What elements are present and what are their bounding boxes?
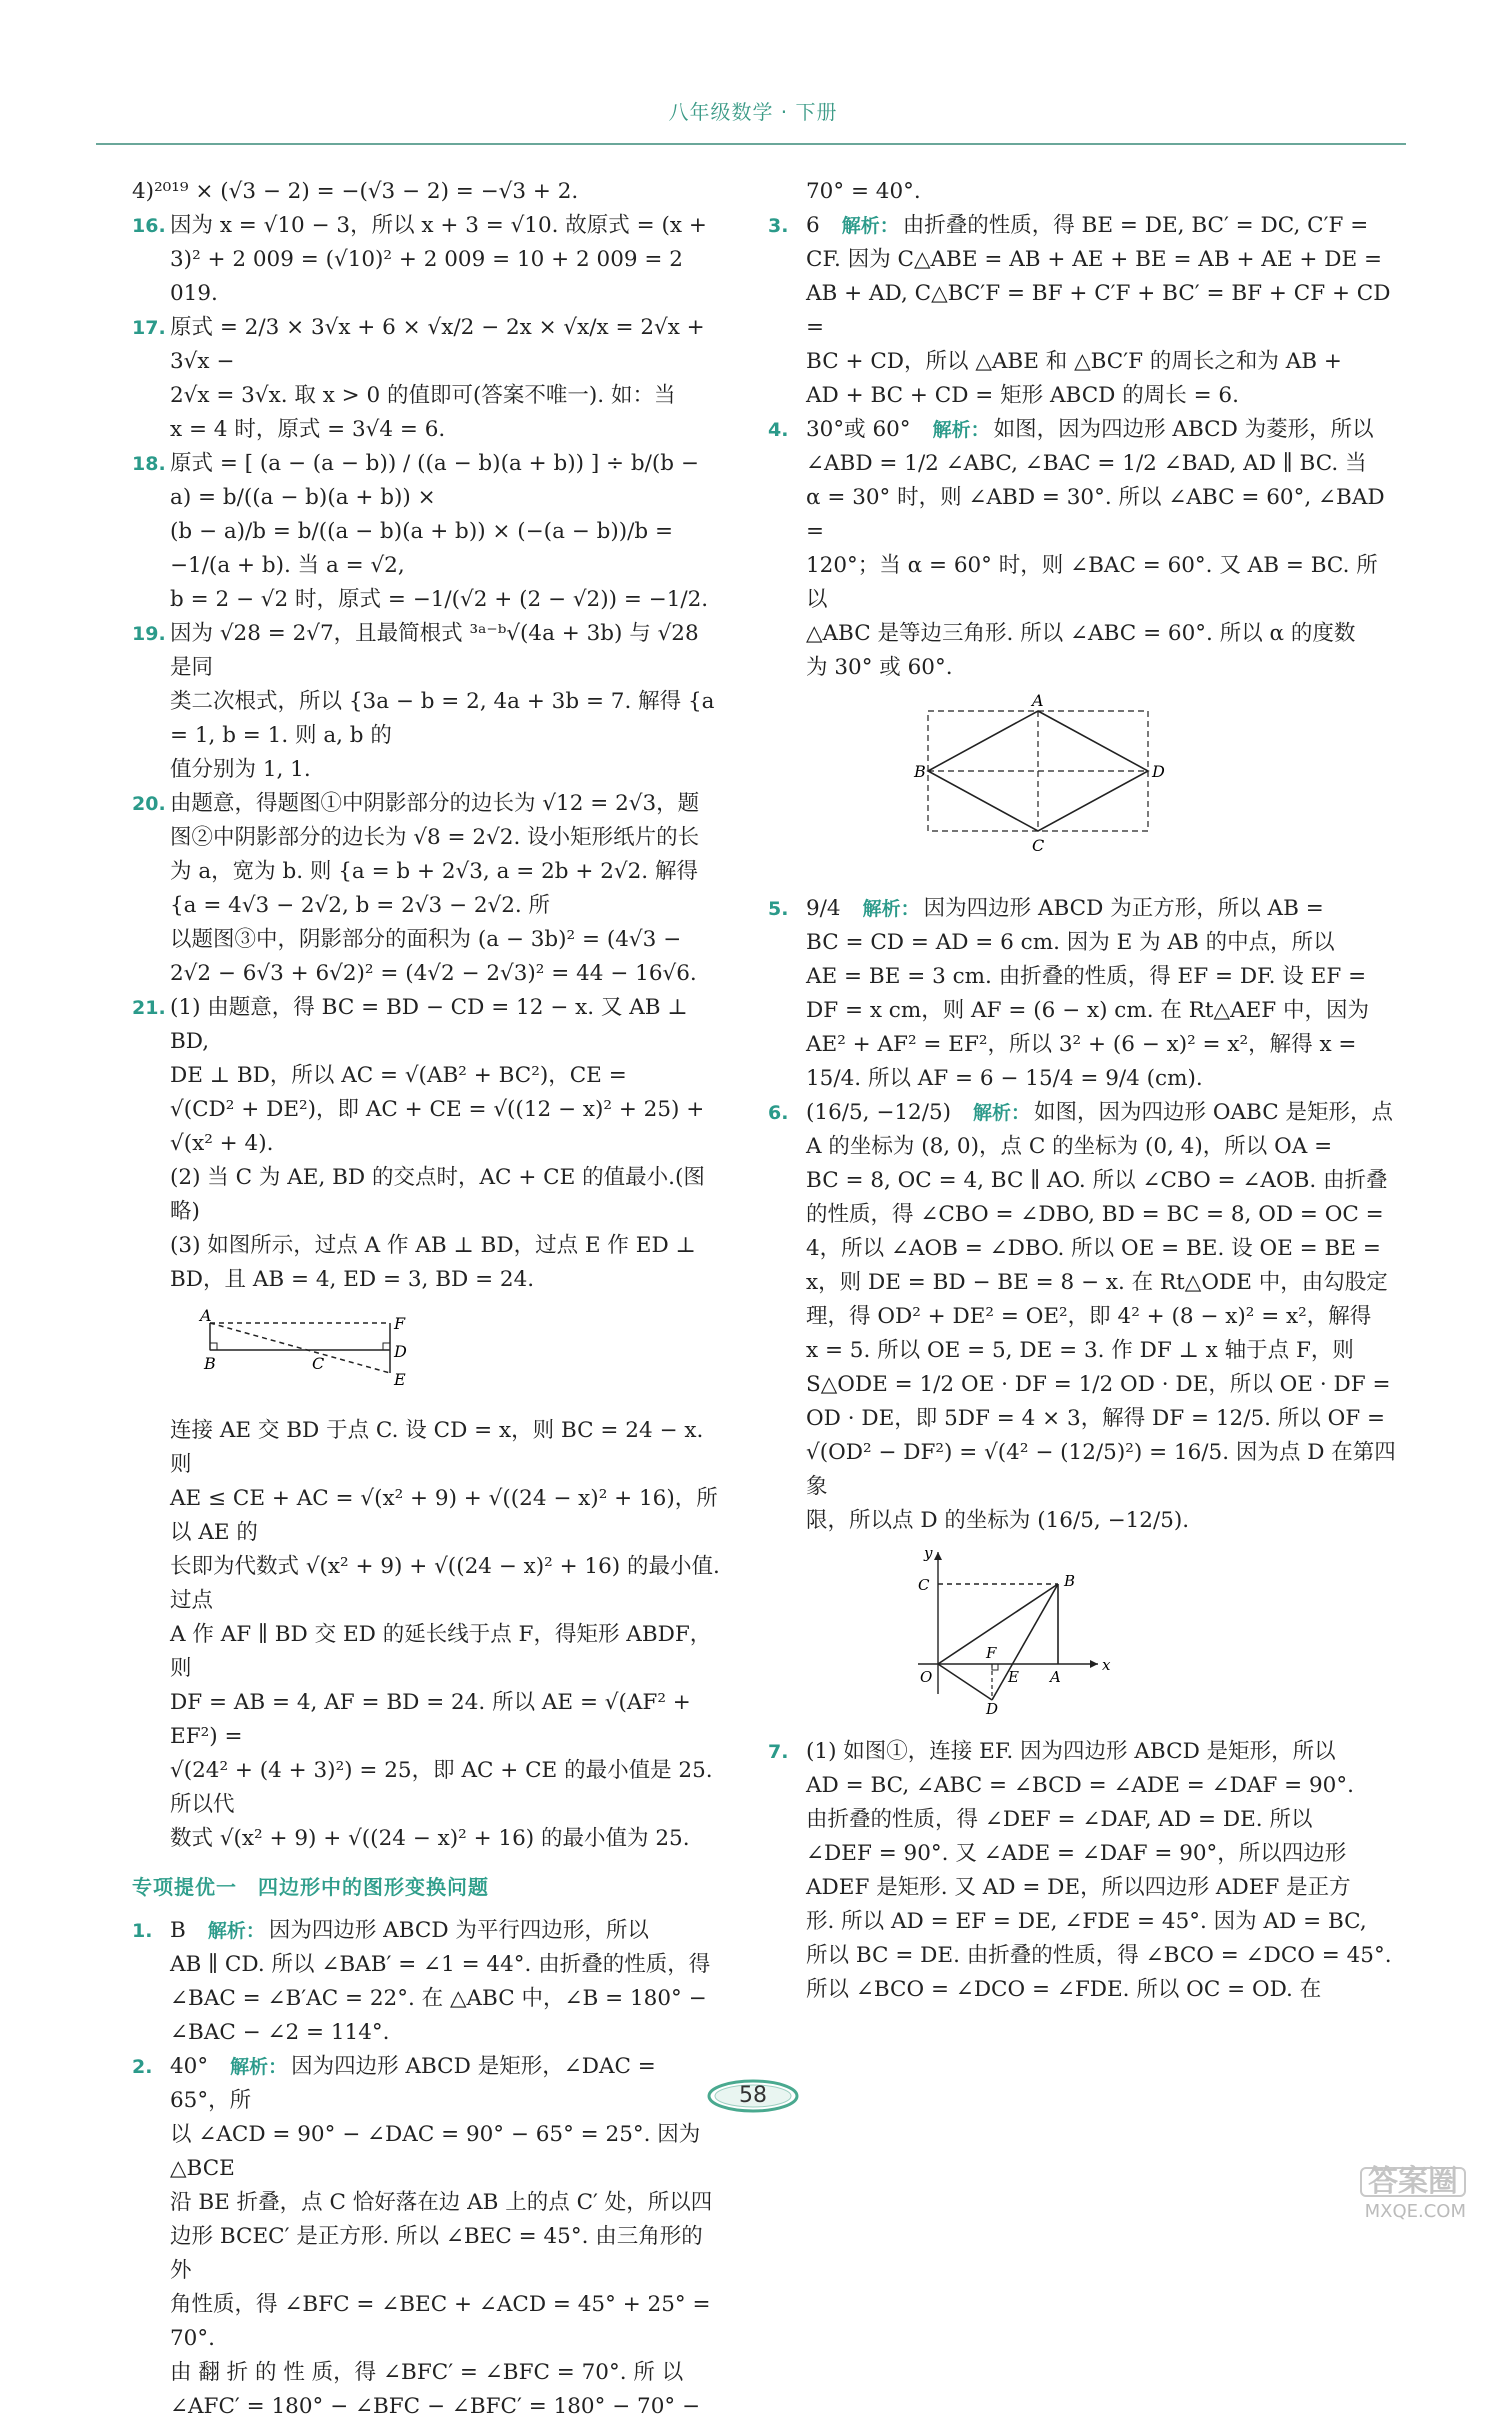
text-line: 120°；当 α = 60° 时，则 ∠BAC = 60°. 又 AB = BC. 所以 — [806, 553, 1378, 612]
label-A: A — [1032, 691, 1044, 710]
text-line: 如图，因为四边形 ABCD 为菱形，所以 — [993, 417, 1374, 442]
text-line: √(CD² + DE²)，即 AC + CE = √((12 − x)² + 25) + — [170, 1097, 705, 1122]
label-E: E — [394, 1370, 406, 1389]
text-line: 所以 ∠BCO = ∠DCO = ∠FDE. 所以 OC = OD. 在 — [806, 1977, 1322, 2002]
special-question-2 — [132, 2050, 722, 2424]
question-number: 6. — [768, 1102, 789, 1124]
text-line: 类二次根式，所以 {3a − b = 2, 4a + 3b = 7. 解得 {a = 1, b = 1. 则 a, b 的 — [170, 689, 715, 748]
special-question-7 — [768, 1735, 1398, 2007]
label-D: D — [394, 1342, 407, 1361]
text-line: 的性质，得 ∠CBO = ∠DBO, BD = BC = 8, OD = OC = — [806, 1202, 1384, 1227]
text-line: (1) 如图①，连接 EF. 因为四边形 ABCD 是矩形，所以 — [806, 1739, 1336, 1764]
text-line: 图②中阴影部分的边长为 √8 = 2√2. 设小矩形纸片的长 — [170, 825, 700, 850]
text-line: 因为四边形 ABCD 是矩形，∠DAC = 65°，所 — [170, 2054, 656, 2113]
text-line: ∠DEF = 90°. 又 ∠ADE = ∠DAF = 90°，所以四边形 — [806, 1841, 1347, 1866]
text-line: AB + AD, C△BC′F = BF + C′F + BC′ = BF + CF + CD = — [806, 281, 1391, 340]
text-line: △ABC 是等边三角形. 所以 ∠ABC = 60°. 所以 α 的度数 — [806, 621, 1356, 646]
answer: (16/5, −12/5) — [806, 1100, 952, 1125]
special-question-5 — [768, 892, 1398, 1096]
text-line: 70° = 40°. — [806, 179, 921, 204]
text-line: 15/4. 所以 AF = 6 − 15/4 = 9/4 (cm). — [806, 1066, 1203, 1091]
question-number: 1. — [132, 1920, 153, 1942]
text-line: ∠BAC = ∠B′AC = 22°. 在 △ABC 中，∠B = 180° − — [170, 1986, 707, 2011]
answer: 6 — [806, 213, 820, 238]
text-line: BC = CD = AD = 6 cm. 因为 E 为 AB 的中点，所以 — [806, 930, 1335, 955]
question-20 — [132, 787, 722, 991]
analysis-label: 解析： — [973, 1102, 1031, 1124]
page-header: 八年级数学 · 下册 — [668, 100, 838, 124]
label-x: x — [1102, 1656, 1111, 1674]
text-line: A 的坐标为 (8, 0)，点 C 的坐标为 (0, 4)，所以 OA = — [806, 1134, 1333, 1159]
text-line: 4，所以 ∠AOB = ∠DBO. 所以 OE = BE. 设 OE = BE = — [806, 1236, 1381, 1261]
question-16 — [132, 209, 722, 311]
text-line: √(OD² − DF²) = √(4² − (12/5)²) = 16/5. 因为点 D 在第四象 — [806, 1440, 1396, 1499]
analysis-label: 解析： — [932, 419, 990, 441]
question-number: 4. — [768, 419, 789, 441]
question-19 — [132, 617, 722, 787]
label-B: B — [204, 1354, 216, 1373]
text-line: DF = AB = 4, AF = BD = 24. 所以 AE = √(AF² + EF²) = — [170, 1690, 691, 1749]
text-line: (b − a)/b = b/((a − b)(a + b)) × (−(a − b))/b = −1/(a + b). 当 a = √2, — [170, 519, 673, 578]
text-line: 因为四边形 ABCD 为平行四边形，所以 — [268, 1918, 649, 1943]
answer: 40° — [170, 2054, 209, 2079]
label-C: C — [1032, 836, 1045, 855]
text-line: AD + BC + CD = 矩形 ABCD 的周长 = 6. — [806, 383, 1239, 408]
section-title: 专项提优一 四边形中的图形变换问题 — [132, 1875, 489, 1899]
text-line: BD，且 AB = 4, ED = 3, BD = 24. — [170, 1267, 535, 1292]
watermark-logo: 答案圈 — [1360, 2167, 1466, 2197]
question-number: 20. — [132, 793, 166, 815]
text-line: 边形 BCEC′ 是正方形. 所以 ∠BEC = 45°. 由三角形的外 — [170, 2224, 703, 2283]
analysis-label: 解析： — [841, 215, 899, 237]
text-line: 由折叠的性质，得 BE = DE, BC′ = DC, C′F = — [902, 213, 1369, 238]
label-y: y — [924, 1544, 933, 1562]
answer: 30°或 60° — [806, 417, 911, 442]
text-line: 理，得 OD² + DE² = OE²，即 4² + (8 − x)² = x²，解得 — [806, 1304, 1372, 1329]
question-17 — [132, 311, 722, 447]
text-line: ∠AFC′ = 180° − ∠BFC − ∠BFC′ = 180° − 70° − — [170, 2394, 700, 2419]
text-line: DF = x cm，则 AF = (6 − x) cm. 在 Rt△AEF 中，因为 — [806, 998, 1370, 1023]
analysis-label: 解析： — [862, 898, 920, 920]
text-line: 原式 = [ (a − (a − b)) / ((a − b)(a + b)) ] ÷ b/(b − a) = b/((a − b)(a + b)) × — [170, 451, 699, 510]
question-number: 7. — [768, 1741, 789, 1763]
answer: B — [170, 1918, 186, 1943]
text-line: AE = BE = 3 cm. 由折叠的性质，得 EF = DF. 设 EF = — [806, 964, 1367, 989]
question-number: 2. — [132, 2056, 153, 2078]
label-F: F — [394, 1314, 406, 1333]
text-line: x = 5. 所以 OE = 5, DE = 3. 作 DF ⊥ x 轴于点 F，则 — [806, 1338, 1354, 1363]
right-column — [768, 175, 1398, 2007]
text-line: 形. 所以 AD = EF = DE, ∠FDE = 45°. 因为 AD = BC, — [806, 1909, 1367, 1934]
text-line: √(x² + 4). — [170, 1131, 274, 1156]
text-line: x，则 DE = BD − BE = 8 − x. 在 Rt△ODE 中，由勾股定 — [806, 1270, 1388, 1295]
label-B: B — [1064, 1572, 1076, 1590]
text-line: 如图，因为四边形 OABC 是矩形，点 — [1034, 1100, 1394, 1125]
text-line: 因为 √28 = 2√7，且最简根式 ³ᵃ⁻ᵇ√(4a + 3b) 与 √28 是同 — [170, 621, 699, 680]
text-line: 角性质，得 ∠BFC = ∠BEC + ∠ACD = 45° + 25° = 70°. — [170, 2292, 711, 2351]
text-line: 连接 AE 交 BD 于点 C. 设 CD = x，则 BC = 24 − x. 则 — [170, 1418, 704, 1477]
text-line: α = 30° 时，则 ∠ABD = 30°. 所以 ∠ABC = 60°, ∠BAD = — [806, 485, 1385, 544]
answer: 9/4 — [806, 896, 841, 921]
text-line: x = 4 时，原式 = 3√4 = 6. — [170, 417, 446, 442]
text-line: (3) 如图所示，过点 A 作 AB ⊥ BD，过点 E 作 ED ⊥ — [170, 1233, 696, 1258]
special-question-1 — [132, 1914, 722, 2050]
label-A: A — [200, 1306, 212, 1325]
figure-21 — [132, 1303, 722, 1404]
text-line: AD = BC, ∠ABC = ∠BCD = ∠ADE = ∠DAF = 90°. — [806, 1773, 1354, 1798]
question-number: 3. — [768, 215, 789, 237]
text-line: AB ∥ CD. 所以 ∠BAB′ = ∠1 = 44°. 由折叠的性质，得 — [170, 1952, 711, 1977]
text-line: 因为四边形 ABCD 为正方形，所以 AB = — [923, 896, 1324, 921]
text-line: ∠ABD = 1/2 ∠ABC, ∠BAC = 1/2 ∠BAD, AD ∥ BC. 当 — [806, 451, 1367, 476]
text-line: 数式 √(x² + 9) + √((24 − x)² + 16) 的最小值为 25. — [170, 1826, 690, 1851]
question-number: 18. — [132, 453, 166, 475]
question-number: 17. — [132, 317, 166, 339]
text-line: BC + CD，所以 △ABE 和 △BC′F 的周长之和为 AB + — [806, 349, 1342, 374]
special-question-4 — [768, 413, 1398, 685]
text-line: 以 ∠ACD = 90° − ∠DAC = 90° − 65° = 25°. 因为 △BCE — [170, 2122, 701, 2181]
text-line: √(24² + (4 + 3)²) = 25，即 AC + CE 的最小值是 25. 所以代 — [170, 1758, 713, 1817]
text-line: CF. 因为 C△ABE = AB + AE + BE = AB + AE + DE = — [806, 247, 1382, 272]
text-line: BC = 8, OC = 4, BC ∥ AO. 所以 ∠CBO = ∠AOB. 由折叠 — [806, 1168, 1388, 1193]
text-line: 由题意，得题图①中阴影部分的边长为 √12 = 2√3，题 — [170, 791, 700, 816]
text-line: ∠BAC − ∠2 = 114°. — [170, 2020, 390, 2045]
text-line: AE ≤ CE + AC = √(x² + 9) + √((24 − x)² + 16)，所以 AE 的 — [170, 1486, 718, 1545]
text-line: (1) 由题意，得 BC = BD − CD = 12 − x. 又 AB ⊥ BD, — [170, 995, 688, 1054]
label-C: C — [312, 1354, 325, 1373]
figure-6 — [768, 1544, 1398, 1725]
figure-21-diagram — [170, 1303, 410, 1393]
text-line: 为 a，宽为 b. 则 {a = b + 2√3, a = 2b + 2√2. 解得 {a = 4√3 − 2√2, b = 2√3 − 2√2. 所 — [170, 859, 698, 918]
page-number: 58 — [739, 2083, 767, 2108]
special-question-3 — [768, 209, 1398, 413]
rhombus-diagram — [908, 691, 1168, 871]
watermark — [1360, 2164, 1466, 2225]
text-line: 长即为代数式 √(x² + 9) + √((24 − x)² + 16) 的最小值. 过点 — [170, 1554, 720, 1613]
text-line: OD · DE，即 5DF = 4 × 3，解得 DF = 12/5. 所以 OF = — [806, 1406, 1386, 1431]
question-18 — [132, 447, 722, 617]
label-D: D — [986, 1700, 999, 1714]
text-line: 由 翻 折 的 性 质，得 ∠BFC′ = ∠BFC = 70°. 所 以 — [170, 2360, 684, 2385]
text-line: 原式 = 2/3 × 3√x + 6 × √x/2 − 2x × √x/x = 2√x + 3√x − — [170, 315, 705, 374]
label-C: C — [918, 1576, 930, 1594]
text-line: 为 30° 或 60°. — [806, 655, 953, 680]
label-E: E — [1008, 1668, 1019, 1686]
special-question-6 — [768, 1096, 1398, 1538]
text-line: ADEF 是矩形. 又 AD = DE，所以四边形 ADEF 是正方 — [806, 1875, 1351, 1900]
text-line: 值分别为 1, 1. — [170, 757, 311, 782]
text-line: 4)²⁰¹⁹ × (√3 − 2) = −(√3 − 2) = −√3 + 2. — [132, 179, 579, 204]
question-number: 16. — [132, 215, 166, 237]
text-line: 2√2 − 6√3 + 6√2)² = (4√2 − 2√3)² = 44 − 16√6. — [170, 961, 697, 986]
figure-4 — [768, 691, 1398, 882]
analysis-label: 解析： — [207, 1920, 265, 1942]
coordinate-diagram — [888, 1544, 1148, 1714]
label-O: O — [920, 1668, 933, 1686]
text-line: 因为 x = √10 − 3，所以 x + 3 = √10. 故原式 = (x + — [170, 213, 707, 238]
text-line: 以题图③中，阴影部分的面积为 (a − 3b)² = (4√3 − — [170, 927, 682, 952]
label-B: B — [914, 762, 926, 781]
text-line: b = 2 − √2 时，原式 = −1/(√2 + (2 − √2)) = −1/2. — [170, 587, 709, 612]
label-F: F — [986, 1644, 997, 1662]
header-divider — [96, 143, 1406, 145]
text-line: 由折叠的性质，得 ∠DEF = ∠DAF, AD = DE. 所以 — [806, 1807, 1313, 1832]
analysis-label: 解析： — [230, 2056, 288, 2078]
text-line: 所以 BC = DE. 由折叠的性质，得 ∠BCO = ∠DCO = 45°. — [806, 1943, 1392, 1968]
question-21 — [132, 991, 722, 1297]
label-D: D — [1152, 762, 1165, 781]
text-line: 沿 BE 折叠，点 C 恰好落在边 AB 上的点 C′ 处，所以四 — [170, 2190, 713, 2215]
text-line: (2) 当 C 为 AE, BD 的交点时，AC + CE 的值最小.(图略) — [170, 1165, 705, 1224]
watermark-site: MXQE.COM — [1364, 2201, 1466, 2222]
text-line: AE² + AF² = EF²，所以 3² + (6 − x)² = x²，解得 x = — [806, 1032, 1357, 1057]
question-number: 5. — [768, 898, 789, 920]
text-line: 限，所以点 D 的坐标为 (16/5, −12/5). — [806, 1508, 1190, 1533]
text-line: S△ODE = 1/2 OE · DF = 1/2 OD · DE，所以 OE · DF = — [806, 1372, 1391, 1397]
text-line: 2√x = 3√x. 取 x > 0 的值即可(答案不唯一). 如：当 — [170, 383, 676, 408]
text-line: 3)² + 2 009 = (√10)² + 2 009 = 10 + 2 009 = 2 019. — [170, 247, 683, 306]
question-number: 19. — [132, 623, 166, 645]
left-column — [132, 175, 722, 2424]
text-line: DE ⊥ BD，所以 AC = √(AB² + BC²)，CE = — [170, 1063, 627, 1088]
label-A: A — [1050, 1668, 1061, 1686]
page-number-badge — [683, 2075, 823, 2117]
question-number: 21. — [132, 997, 166, 1019]
text-line: A 作 AF ∥ BD 交 ED 的延长线于点 F，得矩形 ABDF，则 — [170, 1622, 712, 1681]
